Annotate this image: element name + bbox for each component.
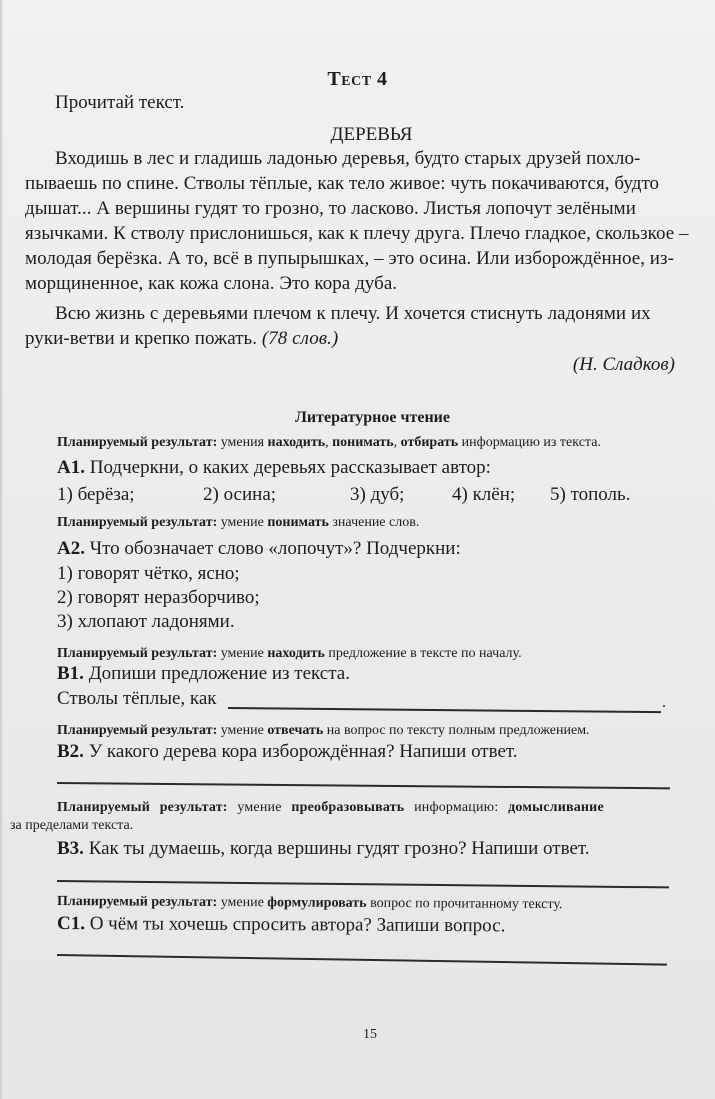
plan-keyword: понимать: [267, 515, 329, 530]
plan-label: Планируемый результат:: [57, 515, 218, 530]
answer-line-c1[interactable]: [57, 954, 667, 965]
plan-text: информацию из текста.: [458, 435, 601, 450]
plan-label: Планируемый результат:: [57, 435, 218, 450]
question-text: О чём ты хочешь спросить автора? Запиши вопрос.: [89, 913, 506, 937]
plan-text: умение: [237, 800, 292, 815]
plan-text: предложение в тексте по началу.: [324, 646, 522, 661]
b1-prompt: Стволы тёплые, как: [57, 688, 217, 709]
text-title: ДЕРЕВЬЯ: [330, 124, 413, 145]
question-number: В2.: [57, 741, 84, 762]
question-b1: [57, 663, 350, 685]
paragraph-line: молодая берёзка. А то, всё в пупырышках, – это осина. Или изборождённое, из-: [25, 248, 674, 269]
planned-result-b3: [57, 800, 604, 816]
plan-text: значение слов.: [328, 515, 420, 530]
question-text: Подчеркни, о каких деревьях рассказывает автор:: [89, 457, 491, 478]
planned-result-a1: [57, 435, 601, 451]
word-count: (78 слов.): [261, 328, 339, 349]
planned-result-b1: [57, 646, 522, 662]
answer-line-b3[interactable]: [57, 880, 669, 888]
section-title: Литературное чтение: [295, 409, 450, 426]
question-b3: [57, 838, 590, 860]
plan-text: умение: [220, 646, 268, 661]
planned-result-a2: [57, 515, 419, 531]
plan-text: умение: [220, 895, 268, 911]
test-title: Тест 4: [327, 68, 388, 90]
planned-result-b3-continuation: за пределами текста.: [10, 818, 134, 833]
question-a1: [57, 457, 491, 479]
plan-keyword: отвечать: [267, 723, 324, 738]
paragraph-line: дышат... А вершины гудят то грозно, то ласково. Листья лопочут зелёными: [25, 198, 636, 219]
plan-keyword: находить: [267, 435, 326, 450]
question-number: А1.: [57, 457, 85, 478]
option-a1-3[interactable]: 3) дуб;: [350, 484, 405, 505]
paragraph-line: язычками. К стволу прислонишься, как к плечу друга. Плечо гладкое, скользкое –: [25, 223, 689, 244]
plan-label: Планируемый результат:: [56, 894, 218, 910]
plan-keyword: домысливание: [508, 800, 604, 815]
question-number: В3.: [57, 838, 84, 859]
planned-result-b2: [57, 723, 590, 739]
question-a2: [57, 538, 461, 560]
plan-keyword: формулировать: [267, 895, 367, 911]
paragraph-text: руки-ветви и крепко пожать.: [25, 328, 258, 349]
question-number: В1.: [57, 663, 84, 684]
option-a2-2[interactable]: 2) говорят неразборчиво;: [57, 587, 260, 608]
plan-text: умение: [220, 515, 268, 530]
page-edge: [0, 0, 3, 1099]
question-text: Как ты думаешь, когда вершины гудят грозно? Напиши ответ.: [88, 838, 590, 859]
plan-label: Планируемый результат:: [57, 800, 228, 815]
answer-line-b1[interactable]: [228, 707, 661, 713]
plan-text: ,: [393, 435, 401, 450]
plan-text: информацию:: [404, 800, 509, 815]
question-number: С1.: [56, 913, 86, 935]
paragraph-line: Всю жизнь с деревьями плечом к плечу. И хочется стиснуть ладонями их: [55, 303, 651, 324]
plan-text: умение: [220, 723, 268, 738]
instruction: Прочитай текст.: [55, 92, 185, 113]
plan-text: ,: [325, 435, 333, 450]
paragraph-line: Входишь в лес и гладишь ладонью деревья, будто старых друзей похло-: [55, 148, 641, 169]
option-a1-2[interactable]: 2) осина;: [203, 484, 277, 505]
plan-text: на вопрос по тексту полным предложением.: [323, 723, 590, 738]
question-number: А2.: [57, 538, 85, 559]
option-a2-1[interactable]: 1) говорят чётко, ясно;: [57, 563, 240, 584]
paragraph-line: морщиненное, как кожа слона. Это кора дуба.: [25, 273, 398, 294]
plan-keyword: отбирать: [400, 435, 459, 450]
planned-result-c1: [57, 894, 563, 913]
paragraph-line: пываешь по спине. Стволы тёплые, как тело живое: чуть покачиваются, будто: [25, 173, 660, 194]
question-c1: [57, 913, 505, 937]
answer-line-b2[interactable]: [57, 782, 670, 789]
question-text: Что обозначает слово «лопочут»? Подчеркни:: [89, 538, 461, 559]
question-b2: [57, 741, 518, 763]
question-text: Допиши предложение из текста.: [88, 663, 350, 684]
option-a1-5[interactable]: 5) тополь.: [550, 484, 631, 505]
option-a1-4[interactable]: 4) клён;: [452, 484, 516, 505]
option-a1-1[interactable]: 1) берёза;: [57, 484, 135, 505]
plan-label: Планируемый результат:: [57, 723, 218, 738]
plan-keyword: понимать: [332, 435, 394, 450]
author-attribution: (Н. Сладков): [572, 354, 675, 375]
plan-text: умения: [220, 435, 268, 450]
question-text: У какого дерева кора изборождённая? Напиши ответ.: [88, 741, 518, 762]
plan-keyword: преобразовывать: [291, 800, 405, 815]
plan-text: вопрос по прочитанному тексту.: [366, 895, 563, 913]
plan-keyword: находить: [267, 646, 325, 661]
plan-label: Планируемый результат:: [57, 646, 218, 661]
paragraph-line: [25, 328, 338, 350]
option-a2-3[interactable]: 3) хлопают ладонями.: [57, 611, 235, 632]
page-number: 15: [363, 1027, 377, 1042]
b1-end-mark: .: [662, 694, 666, 711]
